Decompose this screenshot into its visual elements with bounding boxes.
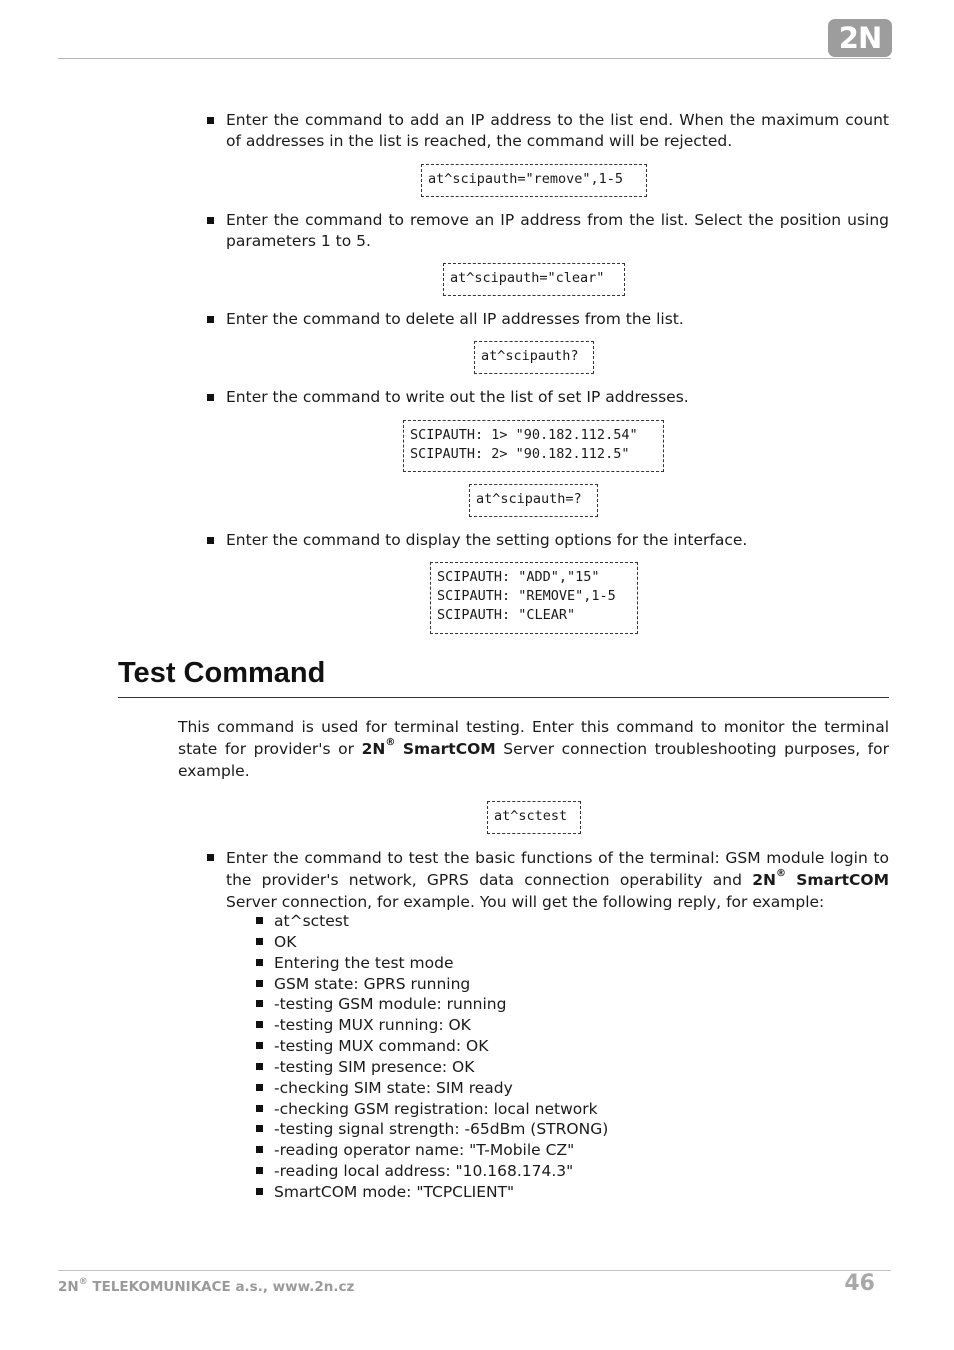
footer-company: 2N® TELEKOMUNIKACE a.s., www.2n.cz <box>58 1276 355 1295</box>
section-title: Test Command <box>118 657 326 689</box>
section-intro: This command is used for terminal testing. Enter this command to monitor the terminal state for provider's or 2N® SmartCOM Server connection troubleshooting purposes, for example. <box>178 718 889 780</box>
code-block-options-output: SCIPAUTH: "ADD","15" SCIPAUTH: "REMOVE",1-5 SCIPAUTH: "CLEAR" <box>430 562 638 634</box>
section-divider <box>118 697 889 698</box>
reply-list <box>256 911 608 1203</box>
bullet-remove-ip: Enter the command to remove an IP address from the list. Select the position using parameters 1 to 5. <box>207 210 889 252</box>
list-item: -testing MUX running: OK <box>256 1015 608 1036</box>
code-block-query: at^scipauth? <box>474 341 594 374</box>
bullet-list <box>207 110 889 152</box>
bullet-list <box>207 387 889 408</box>
list-item: GSM state: GPRS running <box>256 974 608 995</box>
bullet-delete-all: Enter the command to delete all IP addresses from the list. <box>207 309 889 330</box>
list-item: -reading operator name: "T-Mobile CZ" <box>256 1140 608 1161</box>
bullet-list <box>207 847 889 913</box>
code-block-remove: at^scipauth="remove",1-5 <box>421 164 647 197</box>
bullet-test-command: Enter the command to test the basic functions of the terminal: GSM module login to the provider's network, GPRS data connection operability and 2N® SmartCOM Server connection, for example. You will get the following reply, for example: <box>207 847 889 913</box>
list-item: -testing signal strength: -65dBm (STRONG) <box>256 1119 608 1140</box>
bullet-write-list: Enter the command to write out the list of set IP addresses. <box>207 387 889 408</box>
code-block-sctest: at^sctest <box>487 801 581 834</box>
list-item: -checking SIM state: SIM ready <box>256 1078 608 1099</box>
bullet-add-ip: Enter the command to add an IP address to the list end. When the maximum count of addresses in the list is reached, the command will be rejected. <box>207 110 889 152</box>
list-item: Entering the test mode <box>256 953 608 974</box>
bullet-list <box>207 309 889 330</box>
list-item: -reading local address: "10.168.174.3" <box>256 1161 608 1182</box>
list-item: -testing GSM module: running <box>256 994 608 1015</box>
list-item: -checking GSM registration: local network <box>256 1099 608 1120</box>
footer-divider <box>58 1270 891 1271</box>
bullet-list <box>207 210 889 252</box>
code-block-list-output: SCIPAUTH: 1> "90.182.112.54" SCIPAUTH: 2> "90.182.112.5" <box>403 420 664 472</box>
list-item: OK <box>256 932 608 953</box>
list-item: -testing MUX command: OK <box>256 1036 608 1057</box>
code-block-clear: at^scipauth="clear" <box>443 263 625 296</box>
bullet-list <box>207 530 889 551</box>
page-number: 46 <box>844 1271 875 1296</box>
header-divider <box>58 58 891 59</box>
list-item: -testing SIM presence: OK <box>256 1057 608 1078</box>
list-item: at^sctest <box>256 911 608 932</box>
brand-logo: 2N <box>828 19 892 57</box>
list-item: SmartCOM mode: "TCPCLIENT" <box>256 1182 608 1203</box>
code-block-test-query: at^scipauth=? <box>469 484 598 517</box>
bullet-display-options: Enter the command to display the setting options for the interface. <box>207 530 889 551</box>
